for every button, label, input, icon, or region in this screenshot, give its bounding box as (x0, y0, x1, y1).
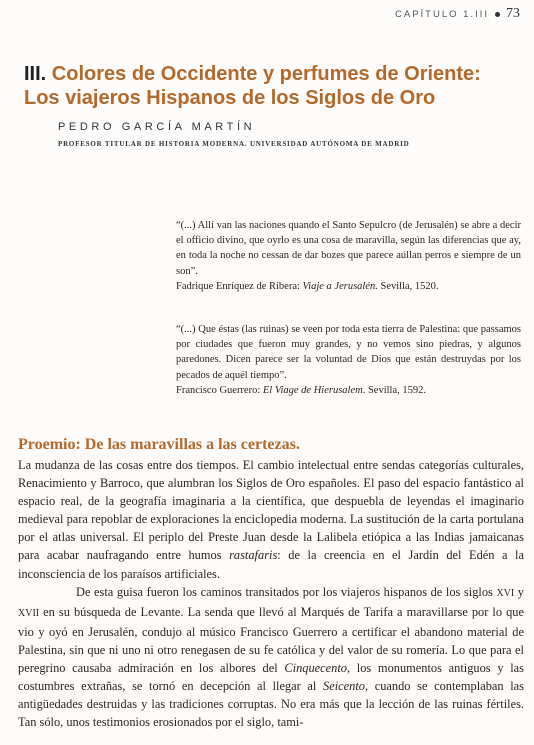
section-heading: Proemio: De las maravillas a las certezas. (18, 436, 300, 453)
bullet-dot-icon (495, 12, 500, 17)
author-name: PEDRO GARCÍA MARTÍN (58, 121, 256, 133)
chapter-title-line2: Los viajeros Hispanos de los Siglos de Oro (24, 87, 436, 109)
author-affiliation: PROFESOR TITULAR DE HISTORIA MODERNA. UNIVERSIDAD AUTÓNOMA DE MADRID (58, 140, 410, 148)
quote-text: “(...) Allí van las naciones quando el Santo Sepulcro (de Jerusalén) se abre a decir el officio divino, que oyrlo es una cosa de maravilla, según las diferencias que ay, en toda la noche no cessan de dar bozes que parece aúllan perros e siempre de un son”. (176, 220, 521, 277)
running-head (395, 6, 520, 22)
chapter-title (24, 62, 524, 110)
epigraph-quote-1 (176, 218, 521, 294)
epigraph-quote-2 (176, 322, 521, 398)
paragraph: De esta guisa fueron los caminos transitados por los viajeros hispanos de los siglos XVI y XVII en su búsqueda de Levante. La senda que llevó al Marqués de Tarifa a maravillarse por lo que vio y oyó en Jerusalén, condujo al músico Francisco Guerrero a certificar el abandono material de Palestina, sin que ni uno ni otro renegasen de su fe católica y del valor de su romería. Lo que para el peregrino causaba admiración en los albores del Cinquecento, los monumentos antiguos y las costumbres extrañas, se tornó en decepción al llegar al Seicento, cuando se contemplaban las antigüedades destruidas y las tradiciones corruptas. No era más que la lección de las ruinas fértiles. Tan sólo, unos testimonios erosionados por el siglo, tami- (18, 584, 524, 730)
body-text (18, 456, 524, 731)
quote-source: Fadrique Enríquez de Ribera: Viaje a Jerusalén. Sevilla, 1520. (176, 280, 439, 292)
paragraph: La mudanza de las cosas entre dos tiempos. El cambio intelectual entre sendas categorías culturales, Renacimiento y Barroco, que alumbran los Siglos de Oro españoles. El paso del espacio fantástico al espacio real, de la geografía imaginaria a la científica, que despuebla de leyendas el imaginario medieval para repoblar de exploraciones la enciclopedia moderna. La sustitución de la carta portulana por el atlas universal. El periplo del Preste Juan desde la Lalibela etiópica a las Indias jamaicanas para acabar naufragando entre humos rastafaris: de la creencia en el Jardín del Edén a la inconsciencia de los paraísos artificiales. (18, 458, 524, 581)
chapter-number: III. (24, 63, 47, 85)
running-head-chapter: CAPÍTULO 1.III (395, 8, 489, 20)
quote-source: Francisco Guerrero: El Viage de Hierusalem. Sevilla, 1592. (176, 384, 427, 396)
page-number: 73 (506, 6, 520, 21)
chapter-title-line1: Colores de Occidente y perfumes de Oriente: (51, 63, 481, 85)
quote-text: “(...) Que éstas (las ruinas) se veen por toda esta tierra de Palestina: que passamos por ciudades que fueron muy grandes, y no vemos sino piedras, y algunos paredones. Dicen parece ser la voluntad de Dios que están destruydas por los pecados de aquél tiempo”. (176, 324, 521, 381)
